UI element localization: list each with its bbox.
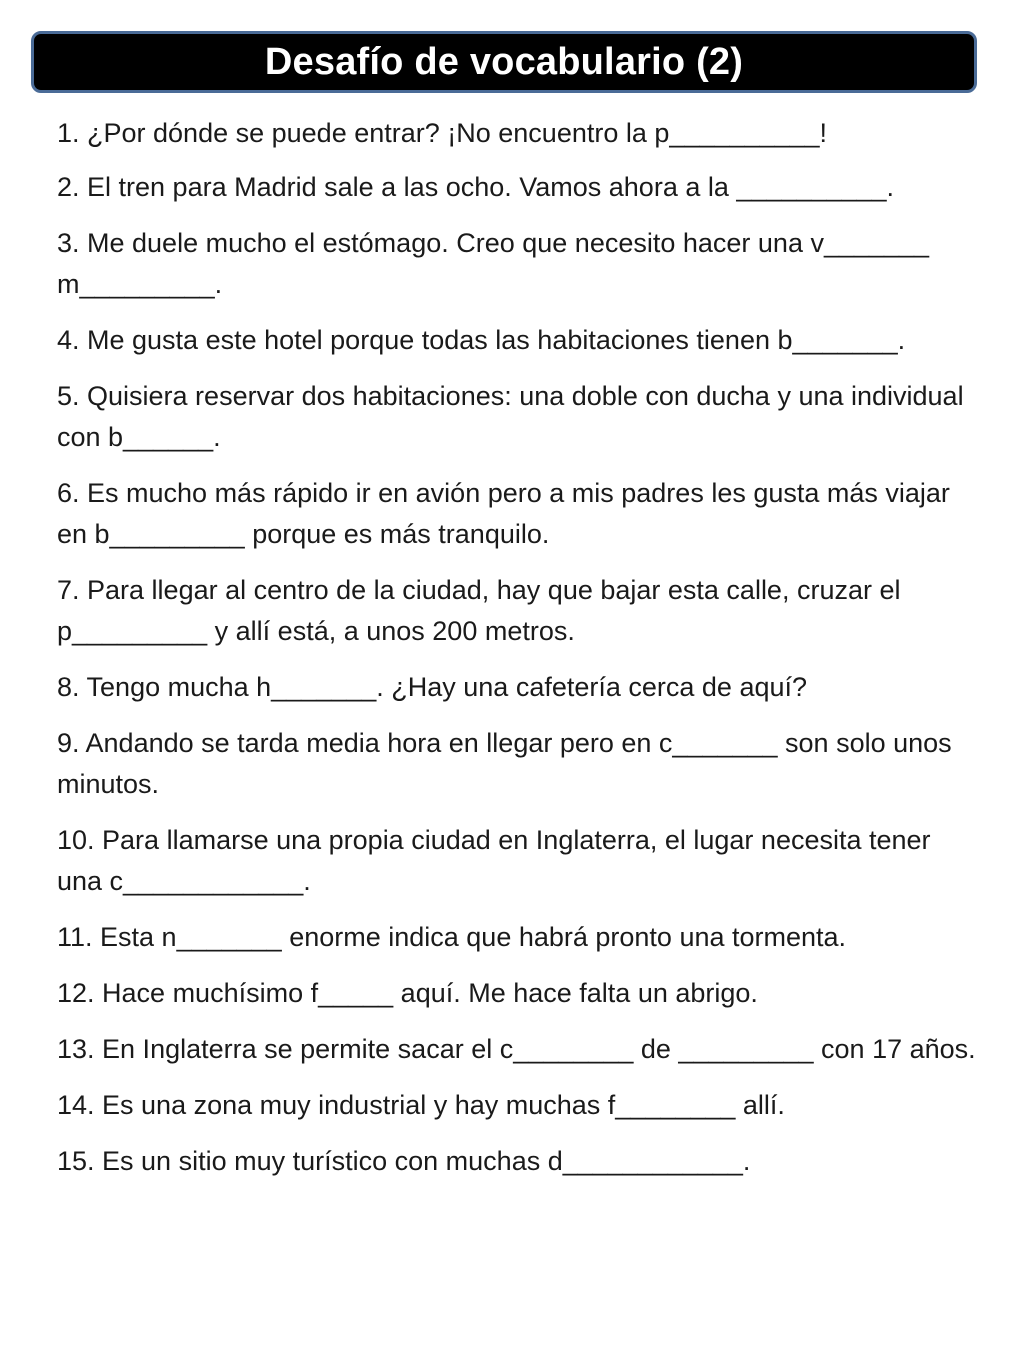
question-3: 3. Me duele mucho el estómago. Creo que necesito hacer una v_______ m_________. <box>57 228 930 299</box>
question-6: 6. Es mucho más rápido ir en avión pero a mis padres les gusta más viajar en b_________ porque es más tranquilo. <box>57 478 950 549</box>
page-title: Desafío de vocabulario (2) <box>264 40 744 83</box>
question-13: 13. En Inglaterra se permite sacar el c________ de _________ con 17 años. <box>57 1034 976 1064</box>
question-14: 14. Es una zona muy industrial y hay muchas f________ allí. <box>57 1090 785 1120</box>
question-list <box>57 113 982 1197</box>
question-7: 7. Para llegar al centro de la ciudad, hay que bajar esta calle, cruzar el p_________ y allí está, a unos 200 metros. <box>57 575 901 646</box>
question-5: 5. Quisiera reservar dos habitaciones: una doble con ducha y una individual con b______. <box>57 381 964 452</box>
question-4: 4. Me gusta este hotel porque todas las habitaciones tienen b_______. <box>57 325 906 355</box>
question-1: 1. ¿Por dónde se puede entrar? ¡No encuentro la p__________! <box>57 118 828 148</box>
question-8: 8. Tengo mucha h_______. ¿Hay una cafetería cerca de aquí? <box>57 672 808 702</box>
question-15: 15. Es un sitio muy turístico con muchas d____________. <box>57 1146 751 1176</box>
title-banner <box>31 31 977 93</box>
question-12: 12. Hace muchísimo f_____ aquí. Me hace falta un abrigo. <box>57 978 758 1008</box>
question-9: 9. Andando se tarda media hora en llegar pero en c_______ son solo unos minutos. <box>57 728 952 799</box>
question-10: 10. Para llamarse una propia ciudad en Inglaterra, el lugar necesita tener una c____________. <box>57 825 931 896</box>
question-2: 2. El tren para Madrid sale a las ocho. Vamos ahora a la __________. <box>57 172 895 202</box>
question-11: 11. Esta n_______ enorme indica que habrá pronto una tormenta. <box>57 922 847 952</box>
